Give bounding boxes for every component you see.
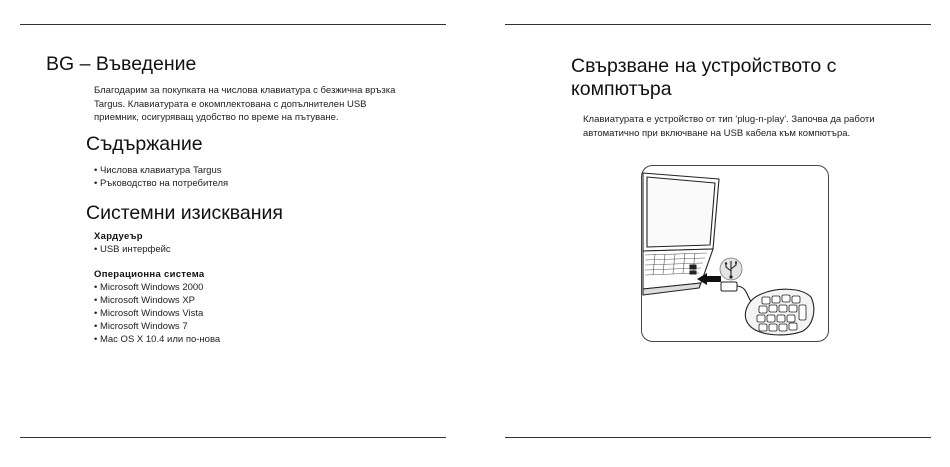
left-bottom-rule — [20, 437, 446, 438]
list-item: • Числова клавиатура Targus — [94, 164, 228, 177]
list-item: • Microsoft Windows Vista — [94, 307, 220, 320]
list-item: • Mac OS X 10.4 или по-нова — [94, 333, 220, 346]
connect-line: Клавиатурата е устройство от тип 'plug-n-play'. Започва да работи — [583, 114, 875, 125]
connect-title — [571, 55, 836, 101]
right-bottom-rule — [505, 437, 931, 438]
intro-paragraph — [94, 84, 446, 125]
list-item: • Microsoft Windows 2000 — [94, 281, 220, 294]
connection-illustration — [641, 165, 829, 342]
left-top-rule — [20, 24, 446, 25]
intro-line: приемник, осигуряващ удобство по време на пътуване. — [94, 112, 339, 123]
connect-line: автоматично при включване на USB кабела към компютъра. — [583, 127, 851, 139]
intro-line: Благодарим за покупката на числова клавиатура с безжична връзка — [94, 85, 396, 96]
hardware-list — [94, 243, 171, 256]
os-label: Операционна система — [94, 269, 205, 280]
connect-title-line: Свързване на устройството с — [571, 55, 837, 77]
contents-list — [94, 164, 228, 190]
contents-heading: Съдържание — [86, 133, 203, 155]
usb-icon — [720, 258, 742, 280]
connect-title-line: компютъра — [571, 78, 672, 100]
list-item: • Microsoft Windows XP — [94, 294, 220, 307]
page-title: BG – Въведение — [46, 53, 197, 75]
list-item: • Microsoft Windows 7 — [94, 320, 220, 333]
right-top-rule — [505, 24, 931, 25]
hardware-label: Хардуеър — [94, 231, 143, 242]
requirements-heading: Системни изисквания — [86, 202, 283, 224]
connect-paragraph — [583, 113, 928, 140]
list-item: • USB интерфейс — [94, 243, 171, 256]
usb-plug — [721, 282, 737, 291]
intro-line: Targus. Клавиатурата е окомплектована с допълнителен USB — [94, 98, 367, 110]
os-list — [94, 281, 220, 346]
list-item: • Ръководство на потребителя — [94, 177, 228, 190]
